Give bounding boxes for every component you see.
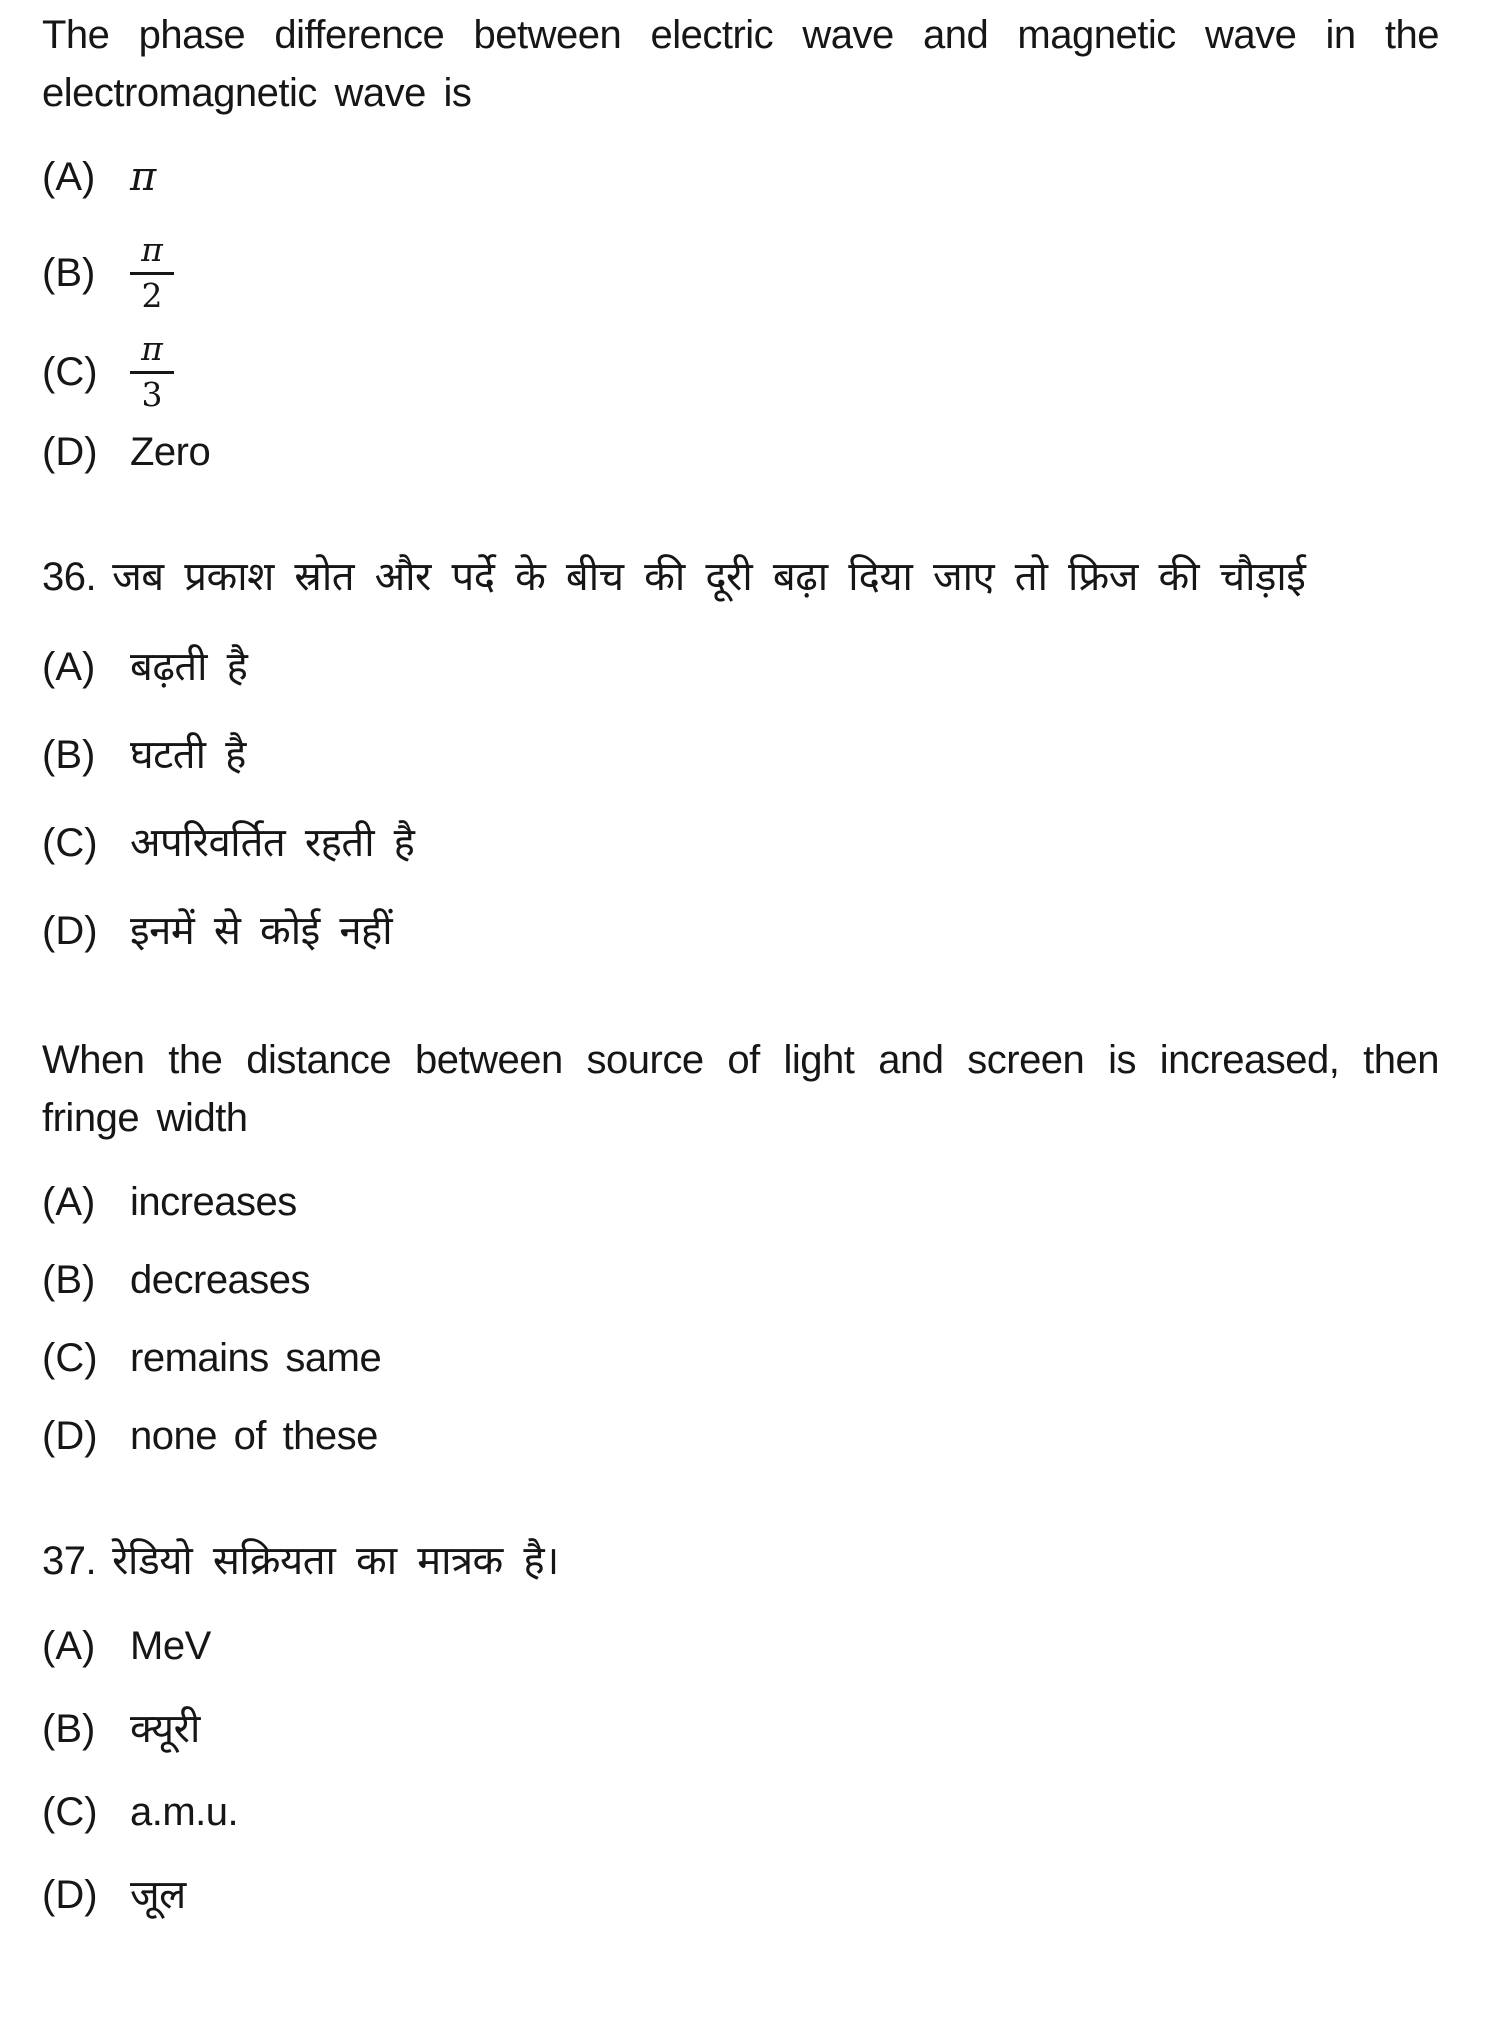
option-value: जूल [130, 1873, 186, 1918]
option-d [42, 429, 1439, 475]
fraction-pi-over-2 [130, 232, 174, 315]
option-label: (A) [42, 1624, 96, 1669]
option-c [42, 815, 1439, 871]
option-label: (C) [42, 349, 98, 394]
question-36-hindi [42, 547, 1439, 959]
option-a [42, 154, 1439, 200]
option-value: a.m.u. [130, 1790, 239, 1835]
fraction-numerator: π [141, 328, 163, 368]
option-value: remains same [130, 1336, 382, 1381]
option-label: (C) [42, 821, 98, 866]
fraction-pi-over-3 [130, 328, 174, 414]
option-value: π [130, 154, 156, 200]
option-label: (A) [42, 155, 96, 199]
option-label: (D) [42, 1414, 98, 1459]
option-label: (B) [42, 1258, 96, 1303]
question-line [42, 547, 1439, 607]
option-b [42, 1257, 1439, 1303]
option-value: increases [130, 1180, 297, 1225]
option-c [42, 328, 1439, 414]
option-value: none of these [130, 1414, 378, 1459]
option-label: (D) [42, 909, 98, 954]
option-label: (B) [42, 733, 96, 778]
option-a [42, 639, 1439, 695]
option-b [42, 727, 1439, 783]
option-value: decreases [130, 1258, 311, 1303]
fraction-numerator: π [141, 230, 163, 269]
option-value: क्यूरी [130, 1707, 200, 1752]
fraction-denominator: 2 [141, 276, 163, 316]
question-text: When the distance between source of light and screen is increased, then fringe width [42, 1038, 1439, 1141]
question-number: 36. [42, 555, 97, 600]
option-d [42, 903, 1439, 959]
option-value: इनमें से कोई नहीं [130, 909, 393, 954]
option-d [42, 1413, 1439, 1459]
option-value: Zero [130, 430, 211, 475]
question-37-hindi [42, 1531, 1439, 1923]
option-label: (C) [42, 1790, 98, 1835]
question-text: रेडियो सक्रियता का मात्रक है। [112, 1539, 559, 1584]
option-value: अपरिवर्तित रहती है [130, 821, 415, 866]
option-d [42, 1867, 1439, 1923]
option-b [42, 232, 1439, 315]
question-phase-difference [42, 6, 1439, 475]
question-36-english [42, 1031, 1439, 1459]
option-value: MeV [130, 1624, 211, 1669]
option-value: बढ़ती है [130, 645, 248, 690]
option-a [42, 1179, 1439, 1225]
question-number: 37. [42, 1539, 97, 1584]
question-line [42, 1531, 1439, 1591]
question-text: The phase difference between electric wave and magnetic wave in the electromagnetic wave is [42, 13, 1439, 115]
fraction-bar [130, 371, 174, 374]
option-a [42, 1623, 1439, 1669]
option-label: (D) [42, 1873, 98, 1918]
question-text: जब प्रकाश स्रोत और पर्दे के बीच की दूरी बढ़ा दिया जाए तो फ्रिज की चौड़ाई [112, 555, 1306, 600]
option-c [42, 1335, 1439, 1381]
option-label: (A) [42, 645, 96, 690]
option-label: (A) [42, 1180, 96, 1225]
option-label: (B) [42, 1707, 96, 1752]
option-c [42, 1789, 1439, 1835]
fraction-bar [130, 272, 174, 275]
option-b [42, 1701, 1439, 1757]
option-value: घटती है [130, 733, 246, 778]
option-label: (D) [42, 430, 98, 475]
option-label: (B) [42, 251, 96, 296]
fraction-denominator: 3 [141, 374, 163, 414]
option-label: (C) [42, 1336, 98, 1381]
